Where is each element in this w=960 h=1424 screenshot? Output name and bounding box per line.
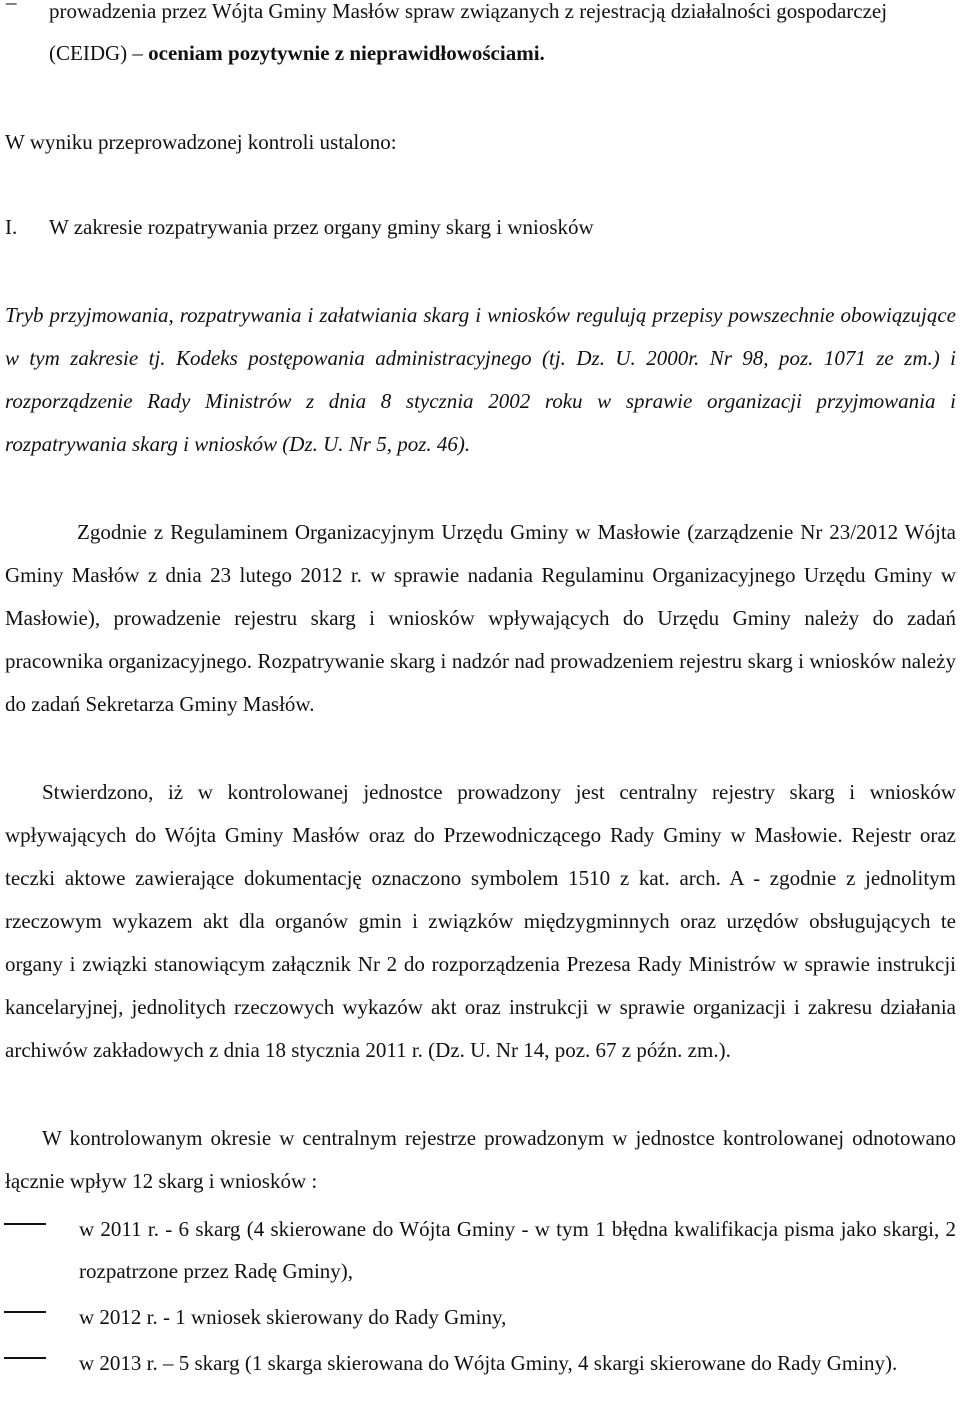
paragraph-regulation: Zgodnie z Regulaminem Organizacyjnym Urzędu Gminy w Masłowie (zarządzenie Nr 23/2012 Wójta Gminy Masłów z dnia 23 lutego 2012 r. w sprawie nadania Regulaminu Organizacyjnego Urzędu Gminy w Masłowie), prowadzenie rejestru skarg i wniosków wpływających do Urzędu Gminy należy do zadań pracownika organizacyjnego. Rozpatrywanie skarg i nadzór nad prowadzeniem rejestru skarg i wniosków należy do zadań Sekretarza Gminy Masłów. [5,520,956,716]
dash-marker [4,1223,46,1225]
section-title: W zakresie rozpatrywania przez organy gminy skarg i wniosków [49,215,594,239]
top-bullet-normal-text: prowadzenia przez Wójta Gminy Masłów spraw związanych z rejestracją działalności gospodarczej (CEIDG) – [49,0,888,65]
paragraph-findings: Stwierdzono, iż w kontrolowanej jednostce prowadzony jest centralny rejestry skarg i wniosków wpływających do Wójta Gminy Masłów oraz do Przewodniczącego Rady Gminy w Masłowie. Rejestr oraz teczki aktowe zawierające dokumentację oznaczono symbolem 1510 z kat. arch. A - zgodnie z jednolitym rzeczowym wykazem akt dla organów gmin i związków międzygminnych oraz urzędów obsługujących te organy i związki stanowiącym załącznik Nr 2 do rozporządzenia Prezesa Rady Ministrów w sprawie instrukcji kancelaryjnej, jednolitych rzeczowych wykazów akt oraz instrukcji w sprawie organizacji i zakresu działania archiwów zakładowych z dnia 18 stycznia 2011 r. (Dz. U. Nr 14, poz. 67 z późn. zm.). [5,780,956,1062]
list-item-text: w 2013 r. – 5 skarg (1 skarga skierowana do Wójta Gminy, 4 skargi skierowane do Rady Gminy). [79,1351,898,1375]
dash-marker: – [6,0,17,14]
dash-marker [4,1357,46,1359]
top-bullet-text [49,0,956,74]
section-number: I. [5,215,18,239]
list-item-text: w 2011 r. - 6 skarg (4 skierowane do Wójta Gminy - w tym 1 błędna kwalifikacja pisma jako skargi, 2 rozpatrzone przez Radę Gminy), [79,1217,956,1283]
paragraph-legal-basis: Tryb przyjmowania, rozpatrywania i załatwiania skarg i wniosków regulują przepisy powszechnie obowiązujące w tym zakresie tj. Kodeks postępowania administracyjnego (tj. Dz. U. 2000r. Nr 98, poz. 1071 ze zm.) i rozporządzenie Rady Ministrów z dnia 8 stycznia 2002 roku w sprawie organizacji przyjmowania i rozpatrywania skarg i wniosków (Dz. U. Nr 5, poz. 46). [5,303,956,456]
paragraph-complaints-count: W kontrolowanym okresie w centralnym rejestrze prowadzonym w jednostce kontrolowanej odnotowano łącznie wpływ 12 skarg i wniosków : [5,1126,956,1193]
dash-marker [4,1311,46,1313]
top-bullet-bold-text: oceniam pozytywnie z nieprawidłowościami. [148,41,545,65]
intro-line: W wyniku przeprowadzonej kontroli ustalono: [5,130,397,154]
list-item-text: w 2012 r. - 1 wniosek skierowany do Rady Gminy, [79,1305,507,1329]
